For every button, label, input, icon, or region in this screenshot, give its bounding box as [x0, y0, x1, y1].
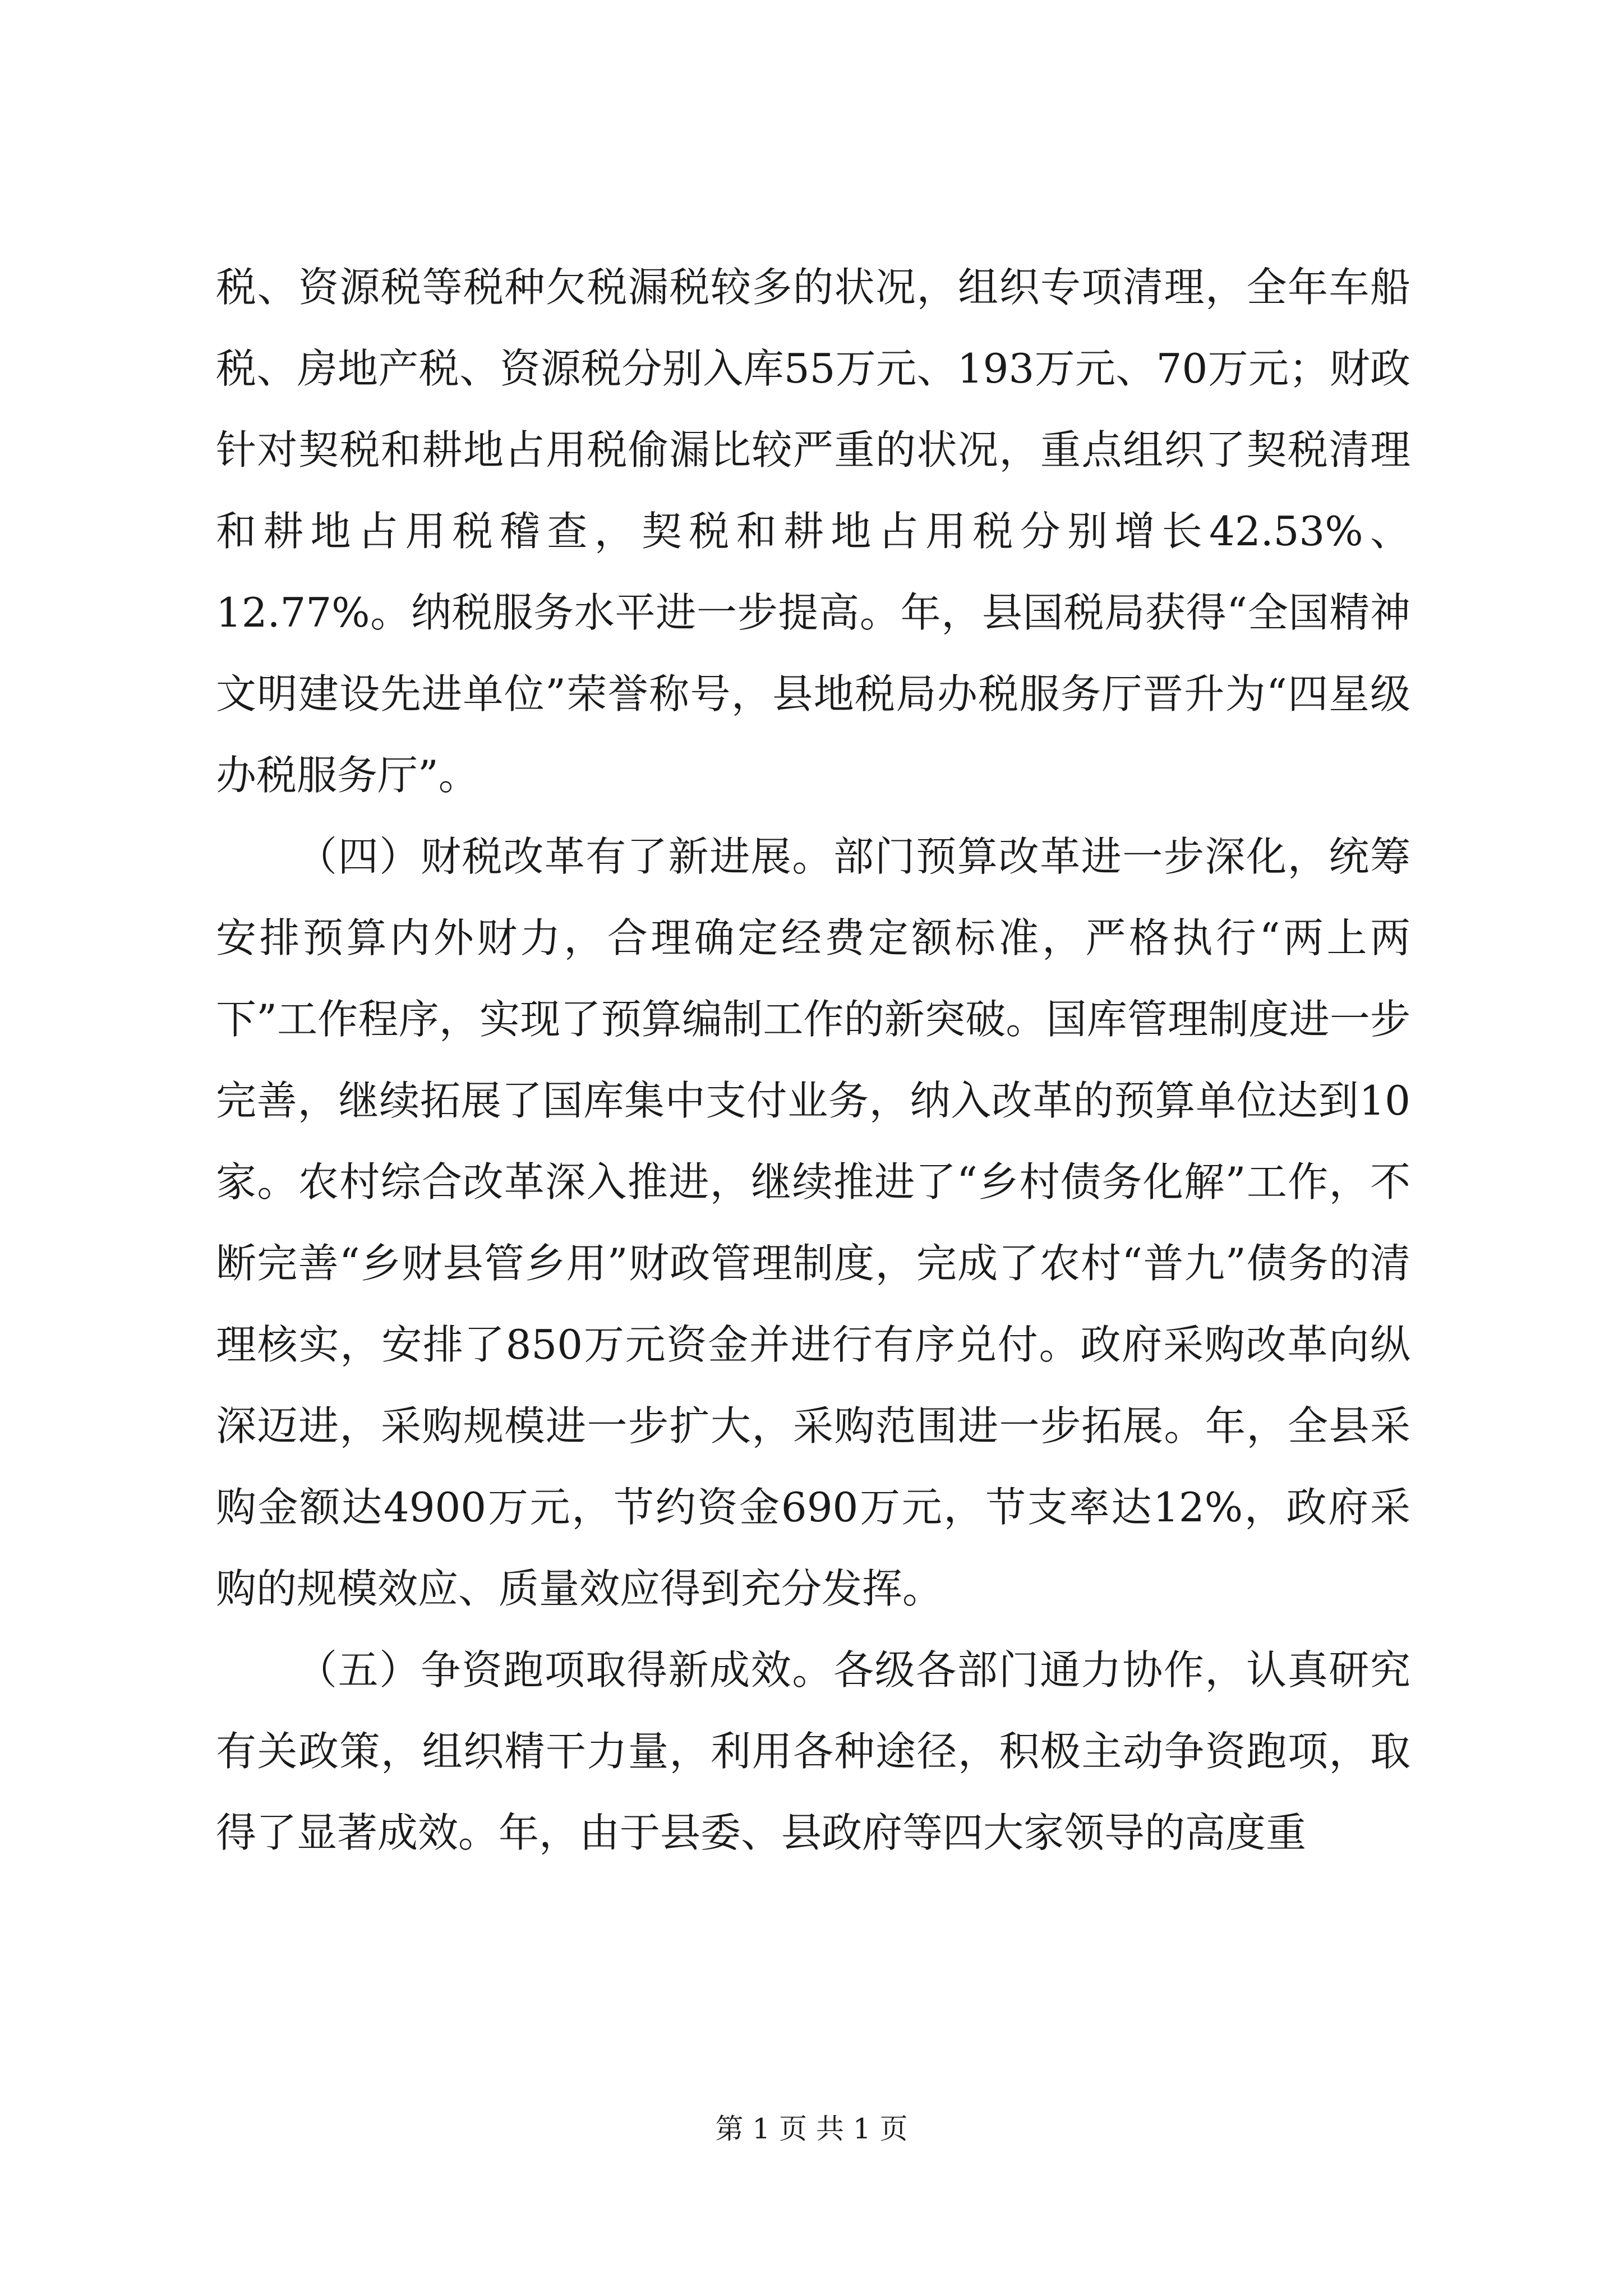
paragraph-fund-projects: （五）争资跑项取得新成效。各级各部门通力协作，认真研究有关政策，组织精干力量，利用各种途径，积极主动争资跑项，取得了显著成效。年，由于县委、县政府等四大家领导的高度重 [216, 1646, 1410, 1856]
paragraph-tax-cleanup: 税、资源税等税种欠税漏税较多的状况，组织专项清理，全年车船税、房地产税、资源税分别入库55万元、193万元、70万元；财政针对契税和耕地占用税偷漏比较严重的状况，重点组织了契税清理和耕地占用税稽查，契税和耕地占用税分别增长42.53%、12.77%。纳税服务水平进一步提高。年，县国税局获得“全国精神文明建设先进单位”荣誉称号，县地税局办税服务厅晋升为“四星级办税服务厅”。 [216, 264, 1410, 799]
document-body [216, 247, 1410, 1874]
paragraph-fiscal-reform: （四）财税改革有了新进展。部门预算改革进一步深化，统筹安排预算内外财力，合理确定经费定额标准，严格执行“两上两下”工作程序，实现了预算编制工作的新突破。国库管理制度进一步完善，继续拓展了国库集中支付业务，纳入改革的预算单位达到10家。农村综合改革深入推进，继续推进了“乡村债务化解”工作，不断完善“乡财县管乡用”财政管理制度，完成了农村“普九”债务的清理核实，安排了850万元资金并进行有序兑付。政府采购改革向纵深迈进，采购规模进一步扩大，采购范围进一步拓展。年，全县采购金额达4900万元，节约资金690万元，节支率达12%，政府采购的规模效应、质量效应得到充分发挥。 [216, 833, 1410, 1612]
page-number-footer: 第 1 页 共 1 页 [715, 2113, 908, 2145]
